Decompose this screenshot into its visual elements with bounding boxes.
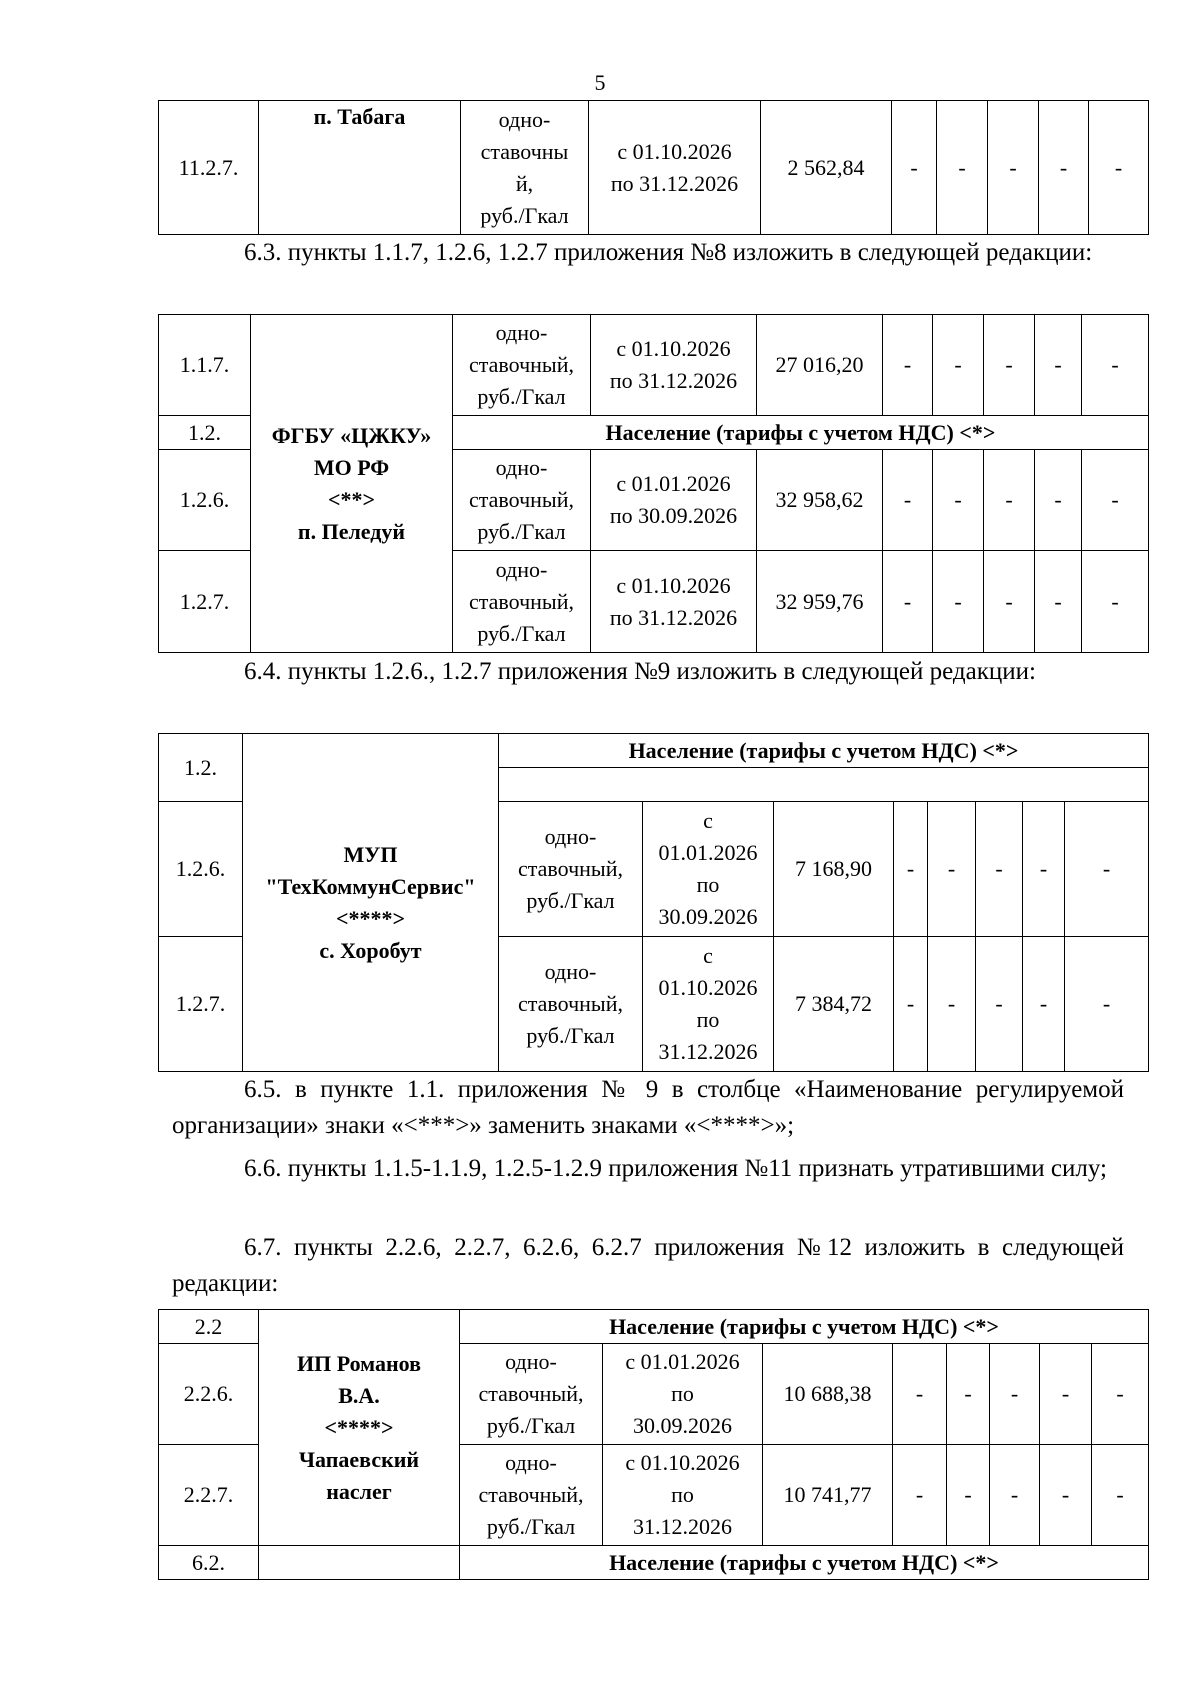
empty-cell: - [883,551,933,653]
organization-name [259,1310,460,1546]
empty-cell: - [933,450,984,551]
empty-cell: - [933,551,984,653]
unit-line: ставочный, [469,487,574,512]
tariff-value: 7 384,72 [774,937,894,1072]
empty-cell: - [976,937,1023,1072]
empty-cell: - [988,101,1039,235]
empty-cell: - [990,1445,1040,1546]
tariff-period [643,937,774,1072]
paragraph-6-4 [172,654,1124,690]
empty-cell: - [947,1344,990,1445]
period-line: с [703,808,713,833]
paragraph-text: 6.5. в пункте 1.1. приложения № 9 в столбце «Наименование регулируемой организации» знаки «<***>» заменить знаками «<****>»; [172,1076,1124,1139]
org-line: с. Хоробут [319,937,422,963]
period-line: по 31.12.2026 [609,368,738,393]
tariff-value: 32 958,62 [757,450,883,551]
row-number: 1.2.7. [159,937,243,1072]
unit-line: ставочный, [518,856,623,881]
empty-cell: - [1082,551,1149,653]
period-line: 30.09.2026 [658,904,758,929]
empty-cell: - [893,1445,947,1546]
empty-cell: - [894,802,928,937]
tariff-value: 10 688,38 [763,1344,893,1445]
row-number: 11.2.7. [159,101,259,235]
unit-line: одно- [495,320,548,345]
empty-cell: - [1089,101,1149,235]
unit-line: ставочный, [478,1482,584,1507]
row-number: 2.2 [159,1310,259,1344]
tariff-unit [499,937,643,1072]
unit-line: руб./Гкал [486,1413,576,1438]
tariff-period [589,101,761,235]
paragraph-text: 6.3. пункты 1.1.7, 1.2.6, 1.2.7 приложения №8 изложить в следующей редакции: [244,239,1093,266]
section-header: Население (тарифы с учетом НДС) <*> [453,416,1149,450]
page-number: 5 [594,70,606,95]
unit-line: одно- [495,556,548,582]
empty-cell: - [1065,937,1149,1072]
table-row [159,101,1149,235]
period-line: по [696,1007,720,1032]
unit-line: руб./Гкал [477,519,566,544]
empty-cell: - [947,1445,990,1546]
period-line: по 30.09.2026 [609,503,738,528]
paragraph-6-3 [172,235,1124,271]
org-line: <**> [327,486,376,512]
unit-line: руб./Гкал [480,202,569,228]
org-line: ФГБУ «ЦЖКУ» [271,422,432,448]
empty-cell: - [883,315,933,416]
row-number: 1.2.6. [159,450,251,551]
tariff-table-1 [158,100,1149,235]
empty-cell: - [883,450,933,551]
empty-cell: - [984,551,1035,653]
empty-cell: - [928,802,976,937]
empty-cell [259,1546,460,1580]
org-line: МУП [343,841,398,867]
row-number: 1.2. [159,734,243,802]
empty-cell: - [894,937,928,1072]
empty-cell: - [933,315,984,416]
org-line: В.А. [338,1382,380,1408]
org-line: Чапаевский [298,1446,420,1472]
paragraph-text: 6.4. пункты 1.2.6., 1.2.7 приложения №9 изложить в следующей редакции: [244,658,1036,685]
tariff-value: 7 168,90 [774,802,894,937]
row-number: 1.1.7. [159,315,251,416]
unit-line: одно- [544,824,597,849]
tariff-period [603,1344,763,1445]
row-number: 1.2.6. [159,802,243,937]
tariff-unit [453,315,591,416]
empty-cell: - [892,101,937,235]
empty-cell: - [984,450,1035,551]
tariff-value: 10 741,77 [763,1445,893,1546]
period-line: с 01.10.2026 [616,336,731,361]
tariff-unit [499,802,643,937]
paragraph-6-7 [172,1230,1124,1302]
unit-line: одно- [544,959,597,984]
row-number: 1.2.7. [159,551,251,653]
period-line: 30.09.2026 [633,1413,732,1438]
empty-cell: - [990,1344,1040,1445]
section-header: Население (тарифы с учетом НДС) <*> [460,1310,1149,1344]
org-line: наслег [326,1478,392,1504]
empty-cell: - [1039,101,1089,235]
period-line: 31.12.2026 [633,1514,732,1539]
organization-name [243,734,499,1072]
empty-subheader [499,768,1149,802]
period-line: с [703,943,713,968]
table-row [159,1310,1149,1344]
org-line: <****> [324,1414,394,1440]
section-header: Население (тарифы с учетом НДС) <*> [460,1546,1149,1580]
tariff-unit [453,551,591,653]
empty-cell: - [1040,1344,1092,1445]
empty-cell: - [1082,450,1149,551]
org-line: <****> [335,905,406,931]
empty-cell: - [1035,315,1082,416]
tariff-value: 27 016,20 [757,315,883,416]
section-header: Население (тарифы с учетом НДС) <*> [499,734,1149,768]
period-line: с 01.10.2026 [616,572,731,598]
empty-cell: - [984,315,1035,416]
tariff-unit [460,1344,603,1445]
tariff-unit [461,101,589,235]
unit-line: ставочны [480,138,569,164]
tariff-period [591,551,757,653]
period-line: 01.10.2026 [658,975,758,1000]
tariff-period [591,315,757,416]
unit-line: руб./Гкал [526,888,615,913]
period-line: с 01.10.2026 [625,1450,740,1475]
org-line: п. Пеледуй [297,518,406,544]
org-line: ИП Романов [296,1350,422,1376]
paragraph-text: 6.7. пункты 2.2.6, 2.2.7, 6.2.6, 6.2.7 приложения №12 изложить в следующей редакции: [172,1234,1124,1297]
unit-line: ставочный, [478,1381,584,1406]
unit-line: одно- [505,1349,557,1374]
organization-name [251,315,453,653]
unit-line: одно- [505,1450,557,1475]
empty-cell: - [1035,450,1082,551]
period-line: с 01.01.2026 [616,471,731,496]
paragraph-text: 6.6. пункты 1.1.5-1.1.9, 1.2.5-1.2.9 приложения №11 признать утратившими силу; [244,1155,1108,1182]
unit-line: руб./Гкал [486,1514,576,1539]
tariff-unit [453,450,591,551]
tariff-period [643,802,774,937]
paragraph-6-5 [172,1072,1124,1144]
empty-cell: - [1082,315,1149,416]
table-row [159,315,1149,416]
unit-line: ставочный, [518,991,623,1016]
tariff-table-2 [158,314,1149,653]
row-number: 2.2.6. [159,1344,259,1445]
unit-line: й, [515,170,534,196]
row-number: 6.2. [159,1546,259,1580]
tariff-table-3 [158,733,1149,1072]
empty-cell: - [1092,1445,1149,1546]
empty-cell: - [928,937,976,1072]
period-line: по [671,1381,694,1406]
tariff-unit [460,1445,603,1546]
tariff-value: 32 959,76 [757,551,883,653]
empty-cell: - [1092,1344,1149,1445]
unit-line: одно- [495,455,548,480]
org-line: МО РФ [313,454,390,480]
unit-line: руб./Гкал [477,620,566,646]
tariff-table-4 [158,1309,1149,1580]
period-line: 01.01.2026 [658,840,758,865]
org-line: "ТехКоммунСервис" [265,873,476,899]
period-line: с 01.01.2026 [625,1349,740,1374]
empty-cell: - [1023,937,1065,1072]
unit-line: ставочный, [469,352,574,377]
empty-cell: - [1023,802,1065,937]
period-line: по 31.12.2026 [610,170,739,196]
period-line: 31.12.2026 [658,1039,758,1064]
tariff-value: 2 562,84 [761,101,892,235]
row-number: 2.2.7. [159,1445,259,1546]
empty-cell: - [976,802,1023,937]
period-line: по [671,1482,694,1507]
organization-name: п. Табага [259,101,461,235]
empty-cell: - [893,1344,947,1445]
unit-line: руб./Гкал [477,384,566,409]
table-row [159,1546,1149,1580]
paragraph-6-6 [172,1151,1124,1187]
period-line: по [696,872,720,897]
empty-cell: - [937,101,988,235]
tariff-period [603,1445,763,1546]
period-line: по 31.12.2026 [609,604,738,630]
empty-cell: - [1065,802,1149,937]
unit-line: ставочный, [469,588,574,614]
unit-line: одно- [498,106,551,132]
empty-cell: - [1040,1445,1092,1546]
unit-line: руб./Гкал [526,1023,615,1048]
tariff-period [591,450,757,551]
empty-cell: - [1035,551,1082,653]
period-line: с 01.10.2026 [617,138,732,164]
row-number: 1.2. [159,416,251,450]
table-row [159,734,1149,768]
